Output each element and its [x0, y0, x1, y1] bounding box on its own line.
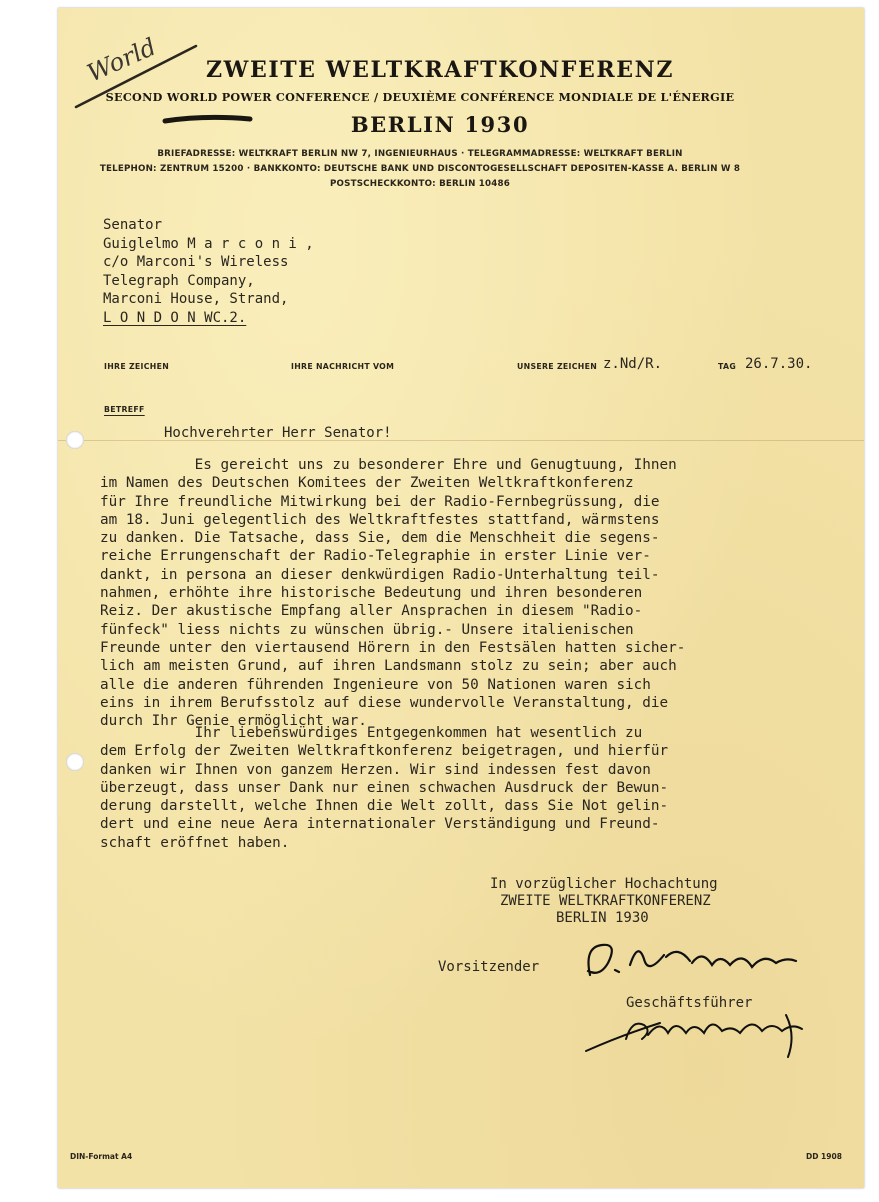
conference-subtitle: SECOND WORLD POWER CONFERENCE / DEUXIÈME CONFÉRENCE MONDIALE DE L'ÉNERGIE: [105, 90, 735, 104]
date-label: TAG: [718, 362, 737, 371]
recipient-line: Marconi House, Strand,: [103, 291, 289, 308]
body-paragraph-1: Es gereicht uns zu besonderer Ehre und Genugtuung, Ihnen im Namen des Deutschen Komitees der Zweiten Weltkraftkonferenz für Ihre freundliche Mitwirkung bei der Radio-Fernbegrüssung, die am 18. Juni gelegentlich des Weltkraftfestes stattfand, wärmstens zu danken. Die Tatsache, dass Sie, dem die Menschheit die segens- reiche Errungenschaft der Radio-Telegraphie in erster Linie ver- dankt, in persona an dieser denkwürdigen Radio-Unterhaltung teil- nahmen, erhöhte ihre historische Bedeutung und ihren besonderen Reiz. Der akustische Empfang aller Ansprachen in diesem "Radio- fünfeck" liess nichts zu wünschen übrig.- Unsere italienischen Freunde unter den viertausend Hörern in den Festsälen hatten sicher- lich am meisten Grund, auf ihren Landsmann stolz zu sein; aber auch alle die anderen führenden Ingenieure von 50 Nationen waren sich eins in ihrem Berufsstolz auf diese wundervolle Veranstaltung, die durch Ihr Genie ermöglicht war.: [100, 457, 686, 730]
letterhead-bank-line: TELEPHON: ZENTRUM 15200 · BANKKONTO: DEUTSCHE BANK UND DISCONTOGESELLSCHAFT DEPOSITEN-KASSE A. BERLIN W 8: [99, 164, 741, 174]
ihre-zeichen-label: IHRE ZEICHEN: [104, 362, 170, 371]
closing-line: In vorzüglicher Hochachtung: [490, 876, 718, 892]
print-code-label: DD 1908: [806, 1152, 842, 1161]
closing-city-year: BERLIN 1930: [556, 910, 649, 926]
body-paragraph-2: Ihr liebenswürdiges Entgegenkommen hat wesentlich zu dem Erfolg der Zweiten Weltkraftkonferenz beigetragen, und hierfür danken wir Ihnen von ganzem Herzen. Wir sind indessen fest davon überzeugt, dass unser Dank nur einen schwachen Ausdruck der Bewun- derung darstellt, welche Ihnen die Welt zollt, dass Sie Not gelin- dert und eine neue Aera internationaler Verständigung und Freund- schaft eröffnet haben.: [100, 725, 669, 851]
unsere-zeichen-value: z.Nd/R.: [603, 356, 663, 372]
unsere-zeichen-label: UNSERE ZEICHEN: [517, 362, 598, 371]
chair-signature: [570, 935, 810, 985]
manager-signature: [582, 1005, 822, 1065]
recipient-line: L O N D O N WC.2.: [103, 309, 247, 326]
date-value: 26.7.30.: [745, 356, 813, 372]
recipient-line: Telegraph Company,: [103, 272, 255, 289]
betreff-label: BETREFF: [104, 405, 145, 414]
recipient-line: Senator: [103, 217, 163, 233]
ihre-nachricht-label: IHRE NACHRICHT VOM: [291, 362, 395, 371]
conference-title: ZWEITE WELTKRAFTKONFERENZ: [205, 57, 675, 83]
recipient-line: c/o Marconi's Wireless: [103, 254, 289, 271]
conference-city-year: BERLIN 1930: [350, 112, 530, 137]
recipient-line: Guiglelmo M a r c o n i ,: [103, 235, 314, 252]
salutation: Hochverehrter Herr Senator!: [164, 425, 392, 441]
manager-label: Geschäftsführer: [626, 995, 753, 1011]
letterhead-postal-line: POSTSCHECKKONTO: BERLIN 10486: [329, 179, 511, 189]
din-format-label: DIN-Format A4: [70, 1152, 133, 1161]
letterhead-address-line: BRIEFADRESSE: WELTKRAFT BERLIN NW 7, INGENIEURHAUS · TELEGRAMMADRESSE: WELTKRAFT BERLIN: [157, 149, 683, 159]
chair-label: Vorsitzender: [438, 959, 540, 975]
recipient-address: [43, 216, 403, 328]
closing-organization: ZWEITE WELTKRAFTKONFERENZ: [500, 893, 711, 909]
svg-text:World: World: [83, 32, 161, 88]
